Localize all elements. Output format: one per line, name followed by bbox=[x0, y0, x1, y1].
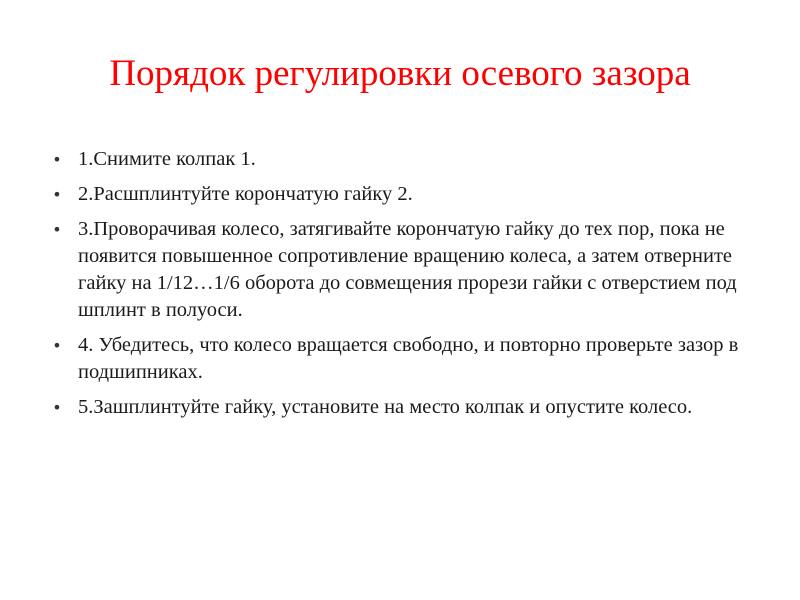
slide-title: Порядок регулировки осевого зазора bbox=[109, 53, 691, 94]
bullet-icon: • bbox=[52, 336, 62, 355]
bullet-item-5 bbox=[50, 394, 760, 421]
bullet-item-1 bbox=[50, 146, 760, 173]
bullet-text: 3.Проворачивая колесо, затягивайте корончатую гайку до тех пор, пока не появится повышенное сопротивление вращению колеса, а затем отверните гайку на 1/12…1/6 оборота до совмещения прорези гайки с отверстием под шплинт в полуоси. bbox=[78, 218, 737, 321]
bullet-text: 4. Убедитесь, что колесо вращается свободно, и повторно проверьте зазор в подшипниках. bbox=[78, 334, 739, 383]
bullet-text: 1.Снимите колпак 1. bbox=[78, 148, 256, 170]
bullet-item-4 bbox=[50, 332, 760, 386]
bullet-item-3 bbox=[50, 216, 760, 324]
bullet-text: 5.Зашплинтуйте гайку, установите на место колпак и опустите колесо. bbox=[78, 396, 693, 418]
bullet-icon: • bbox=[52, 220, 62, 239]
bullet-text: 2.Расшплинтуйте корончатую гайку 2. bbox=[78, 183, 413, 205]
bullet-icon: • bbox=[52, 398, 62, 417]
bullet-item-2 bbox=[50, 181, 760, 208]
bullet-icon: • bbox=[52, 185, 62, 204]
bullet-list bbox=[50, 146, 760, 429]
bullet-icon: • bbox=[52, 150, 62, 169]
